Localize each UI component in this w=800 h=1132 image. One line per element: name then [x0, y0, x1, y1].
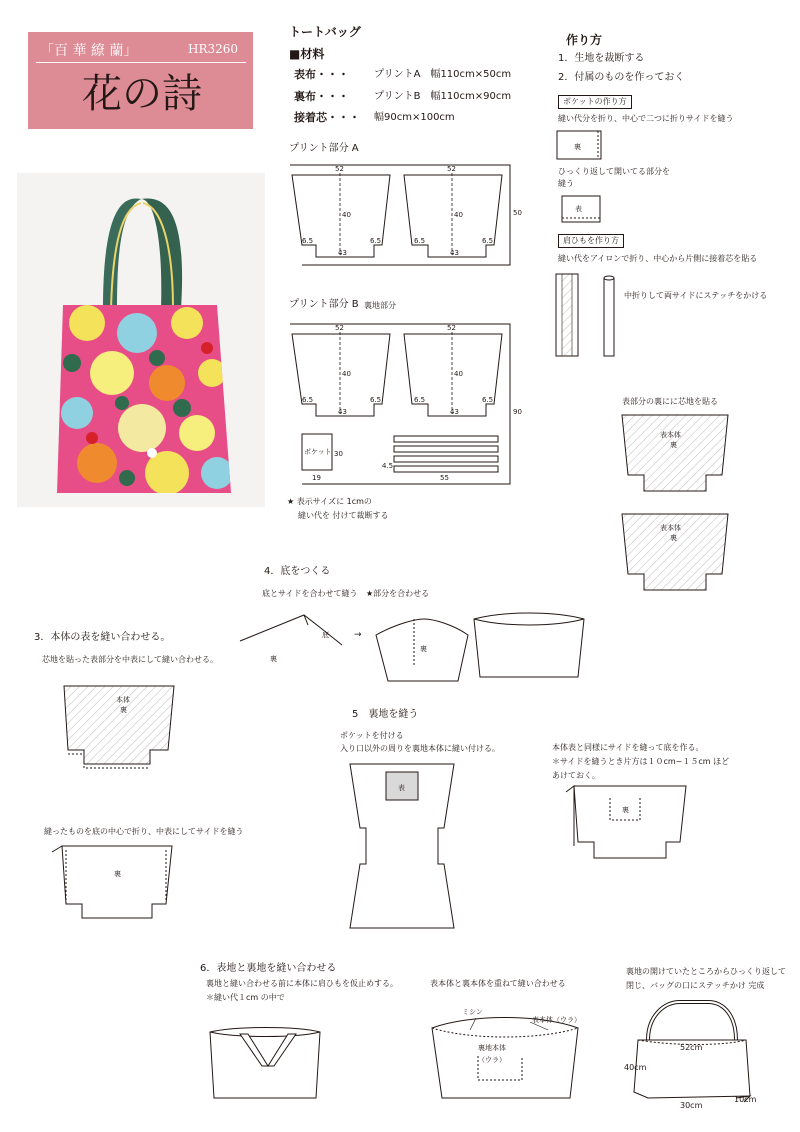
material-name: 裏布・・・ — [294, 90, 349, 103]
dim-label: 40 — [342, 370, 351, 378]
strap-text: 中折りして両サイドにステッチをかける — [624, 291, 768, 300]
dim-label: 10cm — [734, 1095, 757, 1104]
bag-photo — [17, 173, 265, 507]
step4-star: ★部分を合わせる — [366, 589, 430, 598]
pocket-label: ポケット — [304, 448, 332, 456]
body-label: 表本体 — [660, 431, 681, 439]
step3-diagram-1 — [58, 682, 178, 770]
method-heading: 作り方 — [566, 33, 603, 47]
strap-diagram — [554, 272, 624, 362]
dim-label: 52 — [447, 165, 456, 173]
layout-a-title: プリント部分 A — [289, 143, 359, 154]
strap-method-label: 肩ひもを作り方 — [558, 234, 624, 248]
layout-b-diagram — [280, 318, 530, 488]
pocket-text: 縫う — [558, 179, 574, 188]
body-label: 本体 — [116, 696, 130, 704]
dim-label: 40 — [454, 211, 463, 219]
dim-label: 6.5 — [414, 396, 426, 404]
step3-text: 芯地を貼った表部分を中表にして縫い合わせる。 — [42, 655, 218, 664]
strap-basting-diagram — [206, 1022, 324, 1102]
layout-note: 縫い代を 付けて裁断する — [298, 511, 389, 520]
dim-label: 52 — [335, 324, 344, 332]
ura-label: 裏 — [574, 143, 581, 151]
brand-title: 花の詩 — [82, 71, 202, 117]
dim-label: 52 — [335, 165, 344, 173]
lining-label: 裏地本体 — [478, 1044, 506, 1052]
layout-note: ★ 表示サイズに 1cmの — [287, 497, 372, 506]
dim-label: 52cm — [680, 1043, 703, 1052]
dim-label: 6.5 — [370, 237, 382, 245]
dim-label: 4.5 — [382, 462, 394, 470]
outer-label: 表本体（ウラ） — [532, 1016, 581, 1024]
dim-label: 30 — [334, 450, 343, 458]
step3-text: 縫ったものを底の中心で折り、中表にしてサイドを縫う — [44, 827, 244, 836]
dim-label: 6.5 — [482, 237, 494, 245]
dim-label: 40 — [454, 370, 463, 378]
step6-text: 裏地の開けていたところからひっくり返して — [626, 967, 786, 976]
dim-label: 6.5 — [302, 237, 314, 245]
dim-label: 6.5 — [482, 396, 494, 404]
step5-title: 5 裏地を縫う — [352, 709, 419, 720]
brand-divider — [36, 62, 246, 63]
pocket-text: 縫い代分を折り、中心で二つに折りサイドを縫う — [558, 114, 734, 123]
dim-label: 40cm — [624, 1063, 647, 1072]
lining-diagram — [342, 760, 462, 932]
step6-title: 6．表地と裏地を縫い合わせる — [200, 963, 337, 974]
pocket-method-label: ポケットの作り方 — [558, 95, 632, 109]
omote-label: 表 — [575, 205, 582, 213]
pocket-text: ひっくり返して開いてる部分を — [558, 167, 670, 176]
step6-text: ＊縫い代１cm の中で — [206, 993, 285, 1002]
body-label: 裏 — [670, 441, 677, 449]
dim-label: 40 — [342, 211, 351, 219]
product-name: トートバッグ — [289, 25, 361, 39]
method-step1: 1．生地を裁断する — [558, 53, 645, 64]
strap-text: 縫い代をアイロンで折り、中心から片側に接着芯を貼る — [558, 254, 758, 263]
material-spec: プリントB 幅110cm×90cm — [374, 91, 512, 102]
body-label: 裏 — [670, 534, 677, 542]
materials-heading: ■材料 — [289, 47, 325, 61]
dim-label: 6.5 — [414, 237, 426, 245]
lining-sewn-diagram — [560, 782, 694, 866]
pocket-fold-diagram — [556, 130, 606, 162]
step5-text: 入り口以外の周りを裏地本体に縫い付ける。 — [340, 744, 500, 753]
dim-label: 19 — [312, 474, 321, 482]
soko-label: 底 — [322, 631, 329, 639]
step3-title: 3．本体の表を縫い合わせる。 — [34, 632, 171, 643]
step5-text: ポケットを付ける — [340, 731, 404, 740]
dim-label: 30cm — [680, 1101, 703, 1110]
ura-label: 裏 — [622, 806, 629, 814]
dim-label: 43 — [338, 408, 347, 416]
method-step2: 2．付属のものを作っておく — [558, 72, 685, 83]
dim-label: 43 — [338, 249, 347, 257]
interface-note: 表部分の裏にに芯地を貼る — [622, 397, 718, 406]
step3-diagram-2 — [48, 842, 178, 922]
dim-label: 6.5 — [302, 396, 314, 404]
interface-panel-2 — [620, 512, 732, 594]
dim-label: 6.5 — [370, 396, 382, 404]
arrow: → — [354, 630, 362, 640]
material-spec: 幅90cm×100cm — [374, 112, 455, 123]
dim-label: 43 — [450, 408, 459, 416]
ura-label: 裏 — [270, 655, 277, 663]
material-name: 接着芯・・・ — [294, 111, 360, 124]
omote-label: 表 — [398, 784, 405, 792]
dim-label: 52 — [447, 324, 456, 332]
interface-panel-1 — [620, 413, 732, 495]
mishin-label: ミシン — [462, 1008, 483, 1016]
step4-title: 4．底をつくる — [264, 566, 331, 577]
layout-b-subtitle: 裏地部分 — [364, 301, 396, 310]
step5-text: 本体表と同様にサイドを縫って底を作る。 — [552, 743, 704, 752]
step4-diagram — [234, 605, 594, 685]
layered-body-diagram — [420, 1000, 590, 1104]
brand-code: HR3260 — [188, 42, 239, 56]
body-label: 表本体 — [660, 524, 681, 532]
dim-label: 50 — [513, 209, 522, 217]
material-name: 表布・・・ — [294, 68, 349, 81]
layout-b-title: プリント部分 B — [289, 299, 359, 310]
finished-bag-diagram — [624, 1000, 774, 1110]
dim-label: 55 — [440, 474, 449, 482]
step6-text: 閉じ、バッグの口にステッチかけ 完成 — [626, 981, 765, 990]
ura-label: 裏 — [420, 645, 427, 653]
dim-label: 43 — [450, 249, 459, 257]
step5-text: あけておく。 — [552, 771, 600, 780]
ura-label: 裏 — [120, 706, 127, 714]
dim-label: 90 — [513, 408, 522, 416]
layout-a-diagram — [280, 155, 530, 275]
step6-text: 裏地と縫い合わせる前に本体に肩ひもを仮止めする。 — [206, 979, 398, 988]
step6-text: 表本体と裏本体を重ねて縫い合わせる — [430, 979, 566, 988]
material-spec: プリントA 幅110cm×50cm — [374, 69, 512, 80]
step5-text: ＊サイドを縫うとき片方は１０cm~１５cm ほど — [552, 757, 730, 766]
step4-text: 底とサイドを合わせて縫う — [262, 589, 358, 598]
lining-label: （ウラ） — [478, 1056, 506, 1064]
ura-label: 裏 — [114, 870, 121, 878]
pocket-sewn-diagram — [561, 195, 603, 225]
brand-series: 「百 華 繚 蘭」 — [40, 43, 138, 59]
